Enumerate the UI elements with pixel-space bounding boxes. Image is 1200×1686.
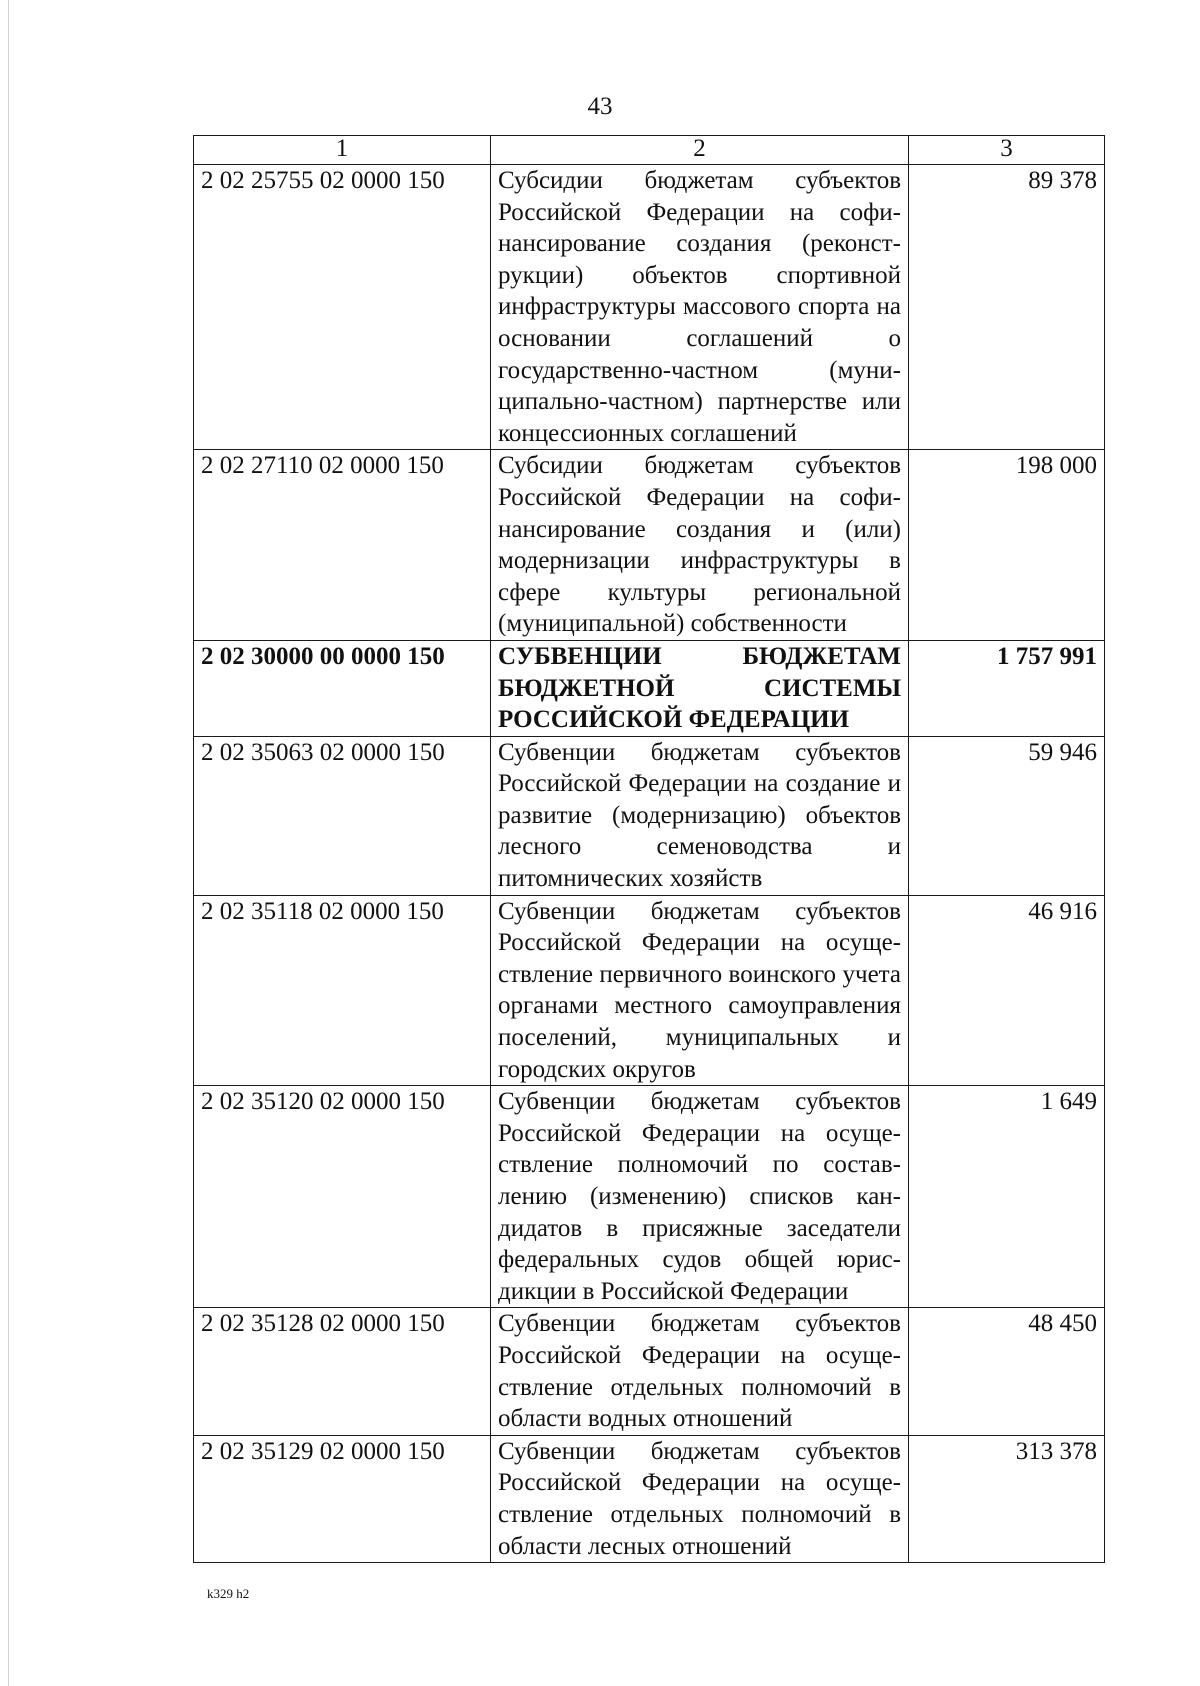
scan-edge-line [8,0,9,1686]
row-description: Субсидии бюджетам субъектов Российской Федерации на софинансирование создания (реконструкции) объектов спортивной инфраструктуры массового спорта на основании соглашений о государственно-частном (муниципально-частном) партнерстве или концессионных соглашений [491,165,909,450]
footer-document-code: k329 h2 [207,1586,250,1601]
row-code: 2 02 25755 02 0000 150 [194,165,491,450]
row-code: 2 02 30000 00 0000 150 [194,640,491,736]
budget-table [193,135,1105,1563]
table-row [194,1435,1105,1562]
table-header [194,136,1105,165]
row-amount: 313 378 [909,1435,1105,1562]
row-amount: 1 757 991 [909,640,1105,736]
row-amount: 89 378 [909,165,1105,450]
row-code: 2 02 35120 02 0000 150 [194,1086,491,1308]
row-description: Субвенции бюджетам субъектов Российской Федерации на осуществление полномочий по составлению (изменению) списков кандидатов в присяжные заседатели федеральных судов общей юрисдикции в Российской Федерации [491,1086,909,1308]
row-code: 2 02 35063 02 0000 150 [194,736,491,895]
header-col-code: 1 [194,136,491,165]
header-col-description: 2 [491,136,909,165]
table-row [194,895,1105,1086]
row-description: СУБВЕНЦИИ БЮДЖЕТАМ БЮДЖЕТНОЙ СИСТЕМЫ РОССИЙСКОЙ ФЕДЕРАЦИИ [491,640,909,736]
table-row [194,1086,1105,1308]
row-code: 2 02 35128 02 0000 150 [194,1308,491,1435]
table-row [194,1308,1105,1435]
row-amount: 198 000 [909,450,1105,641]
table-body [194,165,1105,1563]
row-code: 2 02 27110 02 0000 150 [194,450,491,641]
row-description: Субвенции бюджетам субъектов Российской Федерации на создание и развитие (модернизацию) объектов лесного семеноводства и питомнических хозяйств [491,736,909,895]
row-code: 2 02 35118 02 0000 150 [194,895,491,1086]
table-row [194,165,1105,450]
row-code: 2 02 35129 02 0000 150 [194,1435,491,1562]
row-amount: 59 946 [909,736,1105,895]
row-description: Субвенции бюджетам субъектов Российской Федерации на осуществление первичного воинского учета органами местного самоуправления поселений, муниципальных и городских округов [491,895,909,1086]
page-number: 43 [587,93,613,120]
table-row-section-total [194,640,1105,736]
row-description: Субвенции бюджетам субъектов Российской Федерации на осуществление отдельных полномочий в области водных отношений [491,1308,909,1435]
table-row [194,450,1105,641]
header-col-amount: 3 [909,136,1105,165]
header-row [194,136,1105,165]
table-row [194,736,1105,895]
row-description: Субсидии бюджетам субъектов Российской Федерации на софинансирование создания и (или) модернизации инфраструктуры в сфере культуры региональной (муниципальной) собственности [491,450,909,641]
row-amount: 46 916 [909,895,1105,1086]
row-amount: 48 450 [909,1308,1105,1435]
row-description: Субвенции бюджетам субъектов Российской Федерации на осуществление отдельных полномочий в области лесных отношений [491,1435,909,1562]
row-amount: 1 649 [909,1086,1105,1308]
